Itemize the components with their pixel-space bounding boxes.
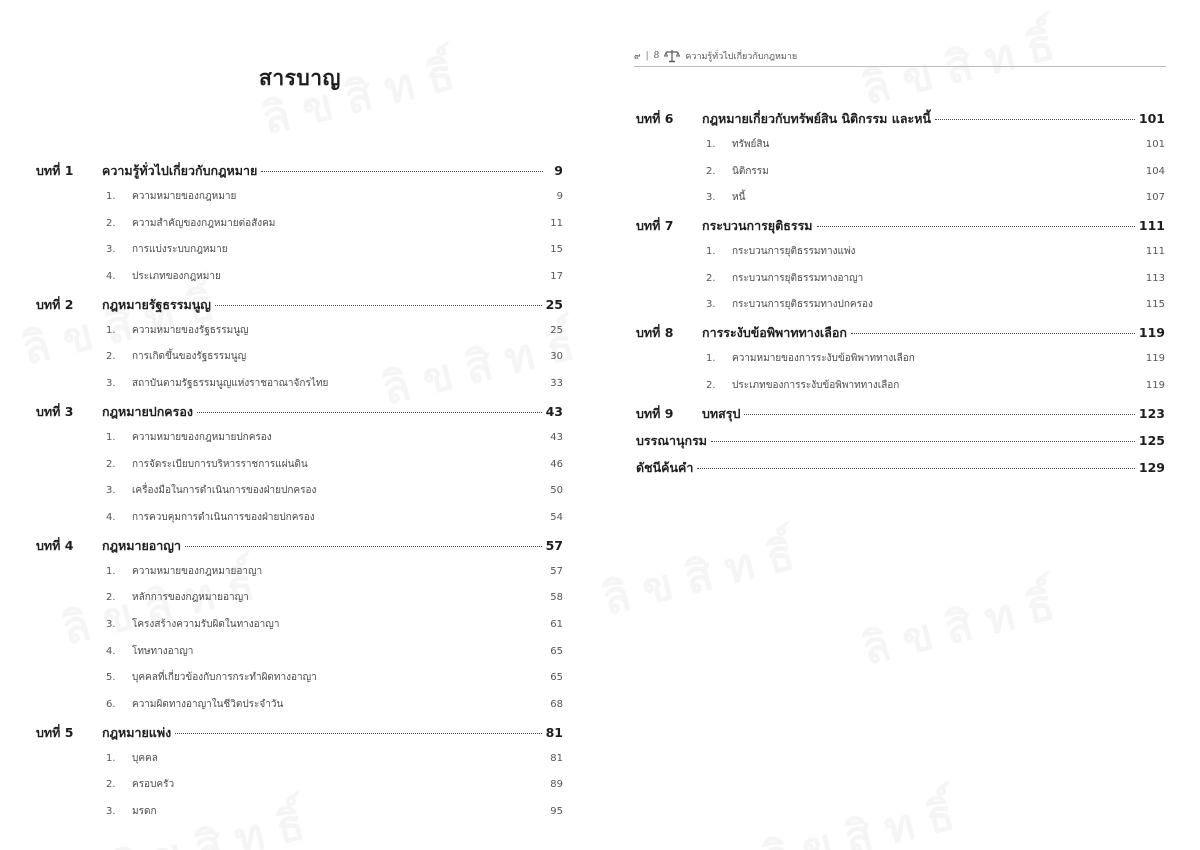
section-page-number: 30 [550, 351, 563, 363]
toc-section[interactable] [636, 292, 1165, 319]
section-title: บุคคล [132, 752, 158, 764]
chapter-title: ความรู้ทั่วไปเกี่ยวกับกฎหมาย [102, 163, 258, 178]
thai-page-number: ๙ [634, 51, 641, 62]
toc-section[interactable] [636, 346, 1165, 373]
section-number: 2. [106, 217, 116, 229]
toc-section[interactable] [36, 799, 563, 826]
section-page-number: 101 [1145, 139, 1165, 150]
section-page-number: 33 [550, 378, 563, 390]
chapter-page-number: 81 [545, 724, 563, 740]
section-title: ประเภทของกฎหมาย [132, 271, 221, 283]
toc-section[interactable] [36, 639, 563, 666]
dot-leader [851, 333, 1135, 334]
section-title: ความหมายของกฎหมาย [132, 191, 237, 202]
section-page-number: 111 [1145, 246, 1165, 258]
section-page-number: 81 [550, 752, 563, 764]
toc-section[interactable] [36, 612, 563, 639]
section-title: การแบ่งระบบกฎหมาย [132, 244, 228, 256]
toc-section[interactable] [36, 505, 563, 532]
toc-section[interactable] [36, 264, 563, 291]
chapter-title: กฎหมายแพ่ง [102, 724, 172, 740]
section-page-number: 54 [550, 511, 563, 523]
section-number: 1. [106, 324, 116, 336]
bibliography-title: บรรณานุกรม [636, 432, 708, 448]
arabic-page-number: 8 [653, 50, 660, 61]
toc-section[interactable] [36, 371, 563, 398]
section-page-number: 15 [550, 244, 563, 256]
toc-section[interactable] [36, 665, 563, 692]
toc-index[interactable] [636, 454, 1165, 481]
section-page-number: 9 [556, 191, 563, 202]
toc-section[interactable] [636, 159, 1165, 186]
section-number: 1. [706, 353, 716, 365]
toc-section[interactable] [36, 585, 563, 612]
chapter-page-number: 119 [1138, 325, 1165, 341]
section-title: การควบคุมการดำเนินการของฝ่ายปกครอง [132, 511, 315, 523]
chapter-title: กฎหมายรัฐธรรมนูญ [102, 296, 211, 312]
chapter-page-number: 9 [554, 163, 563, 178]
section-number: 2. [706, 165, 716, 177]
section-title: ความหมายของกฎหมายอาญา [132, 565, 263, 577]
section-page-number: 25 [550, 324, 563, 336]
chapter-label: บทที่ 4 [36, 537, 74, 553]
section-title: บุคคลที่เกี่ยวข้องกับการกระทำผิดทางอาญา [132, 672, 317, 684]
section-title: การจัดระเบียบการบริหารราชการแผ่นดิน [132, 458, 308, 470]
toc-section[interactable] [36, 237, 563, 264]
section-page-number: 68 [550, 699, 563, 710]
page-separator: | [645, 50, 649, 61]
section-number: 4. [106, 271, 116, 283]
section-page-number: 119 [1145, 379, 1165, 391]
toc-section[interactable] [636, 266, 1165, 293]
toc-list-left [36, 157, 563, 826]
section-number: 6. [106, 699, 116, 710]
chapter-label: บทที่ 2 [36, 296, 74, 312]
toc-chapter[interactable] [636, 319, 1165, 346]
section-number: 4. [106, 645, 116, 657]
section-title: กระบวนการยุติธรรมทางอาญา [732, 272, 864, 284]
running-header-title: ความรู้ทั่วไปเกี่ยวกับกฎหมาย [685, 51, 798, 62]
dot-leader [175, 733, 541, 734]
section-page-number: 61 [550, 618, 563, 630]
section-page-number: 113 [1145, 272, 1165, 284]
toc-chapter[interactable] [636, 212, 1165, 239]
section-title: โทษทางอาญา [132, 645, 194, 657]
section-page-number: 119 [1145, 353, 1165, 365]
toc-chapter[interactable] [36, 157, 563, 184]
section-page-number: 43 [550, 431, 563, 443]
chapter-label: บทที่ 3 [36, 403, 74, 419]
section-title: การเกิดขึ้นของรัฐธรรมนูญ [132, 351, 247, 363]
chapter-page-number: 123 [1138, 405, 1165, 421]
toc-section[interactable] [36, 344, 563, 371]
toc-chapter[interactable] [36, 398, 563, 425]
scales-of-justice-icon [664, 49, 680, 63]
section-number: 2. [706, 272, 716, 284]
right-page [600, 0, 1200, 850]
chapter-title: บทสรุป [702, 405, 741, 421]
section-page-number: 65 [550, 645, 563, 657]
section-number: 5. [106, 672, 116, 684]
chapter-page-number: 43 [545, 403, 563, 419]
section-title: โครงสร้างความรับผิดในทางอาญา [132, 618, 280, 630]
toc-section[interactable] [36, 692, 563, 719]
toc-section[interactable] [636, 132, 1165, 159]
section-title: นิติกรรม [732, 165, 769, 177]
section-page-number: 50 [550, 485, 563, 497]
toc-section[interactable] [36, 478, 563, 505]
chapter-title: การระงับข้อพิพาททางเลือก [702, 325, 847, 341]
section-title: ทรัพย์สิน [732, 139, 770, 150]
section-title: มรดก [132, 806, 157, 818]
dot-leader [261, 171, 543, 172]
chapter-title: กระบวนการยุติธรรม [702, 218, 813, 234]
section-page-number: 89 [550, 779, 563, 791]
section-number: 3. [106, 485, 116, 497]
dot-leader [185, 546, 542, 547]
section-title: ประเภทของการระงับข้อพิพาททางเลือก [732, 379, 900, 391]
section-title: เครื่องมือในการดำเนินการของฝ่ายปกครอง [132, 485, 317, 497]
toc-chapter[interactable] [36, 719, 563, 746]
section-number: 1. [106, 565, 116, 577]
chapter-label: บทที่ 7 [636, 218, 674, 234]
section-title: ความผิดทางอาญาในชีวิตประจำวัน [132, 699, 284, 710]
dot-leader [215, 305, 542, 306]
section-number: 2. [106, 779, 116, 791]
section-title: กระบวนการยุติธรรมทางปกครอง [732, 299, 873, 311]
section-number: 2. [106, 458, 116, 470]
section-title: หนี้ [732, 192, 746, 204]
toc-section[interactable] [36, 559, 563, 586]
toc-section[interactable] [636, 373, 1165, 400]
running-header [634, 49, 1166, 67]
chapter-label: บทที่ 9 [636, 405, 674, 421]
section-title: กระบวนการยุติธรรมทางแพ่ง [732, 246, 856, 258]
toc-chapter[interactable] [636, 105, 1165, 132]
chapter-title: กฎหมายอาญา [102, 537, 181, 553]
section-page-number: 46 [550, 458, 563, 470]
section-page-number: 107 [1145, 192, 1165, 204]
bibliography-page-number: 125 [1138, 432, 1165, 448]
section-page-number: 58 [550, 592, 563, 604]
chapter-page-number: 101 [1138, 111, 1165, 126]
section-title: ความสำคัญของกฎหมายต่อสังคม [132, 217, 276, 229]
toc-bibliography[interactable] [636, 427, 1165, 454]
section-page-number: 95 [550, 806, 563, 818]
toc-section[interactable] [36, 318, 563, 345]
dot-leader [817, 226, 1135, 227]
section-number: 1. [106, 752, 116, 764]
section-page-number: 11 [550, 217, 563, 229]
section-title: ครอบครัว [132, 779, 175, 791]
dot-leader [935, 119, 1135, 120]
section-number: 1. [106, 431, 116, 443]
toc-list-right [636, 105, 1165, 481]
toc-chapter[interactable] [36, 532, 563, 559]
chapter-title: กฎหมายปกครอง [102, 403, 193, 419]
toc-section[interactable] [36, 452, 563, 479]
toc-section[interactable] [36, 211, 563, 238]
chapter-label: บทที่ 6 [636, 111, 674, 126]
chapter-page-number: 25 [545, 296, 563, 312]
toc-section[interactable] [36, 772, 563, 799]
section-number: 2. [106, 351, 116, 363]
toc-section[interactable] [636, 239, 1165, 266]
section-title: หลักการของกฎหมายอาญา [132, 592, 249, 604]
chapter-label: บทที่ 8 [636, 325, 674, 341]
toc-chapter[interactable] [636, 400, 1165, 427]
dot-leader [744, 414, 1134, 415]
section-page-number: 17 [550, 271, 563, 283]
dot-leader [197, 412, 542, 413]
chapter-page-number: 57 [545, 537, 563, 553]
chapter-page-number: 111 [1138, 218, 1165, 234]
chapter-label: บทที่ 5 [36, 724, 74, 740]
section-number: 3. [106, 244, 116, 256]
section-number: 3. [106, 806, 116, 818]
toc-section[interactable] [636, 185, 1165, 212]
section-number: 3. [106, 378, 116, 390]
section-page-number: 115 [1145, 299, 1165, 311]
section-page-number: 65 [550, 672, 563, 684]
toc-section[interactable] [36, 184, 563, 211]
toc-section[interactable] [36, 746, 563, 773]
toc-section[interactable] [36, 425, 563, 452]
toc-chapter[interactable] [36, 291, 563, 318]
section-page-number: 104 [1145, 165, 1165, 177]
dot-leader [697, 468, 1134, 469]
section-number: 1. [106, 191, 116, 202]
section-title: สถาบันตามรัฐธรรมนูญแห่งราชอาณาจักรไทย [132, 378, 329, 390]
section-number: 2. [706, 379, 716, 391]
section-title: ความหมายของกฎหมายปกครอง [132, 431, 272, 443]
section-title: ความหมายของรัฐธรรมนูญ [132, 324, 249, 336]
chapter-title: กฎหมายเกี่ยวกับทรัพย์สิน นิติกรรม และหนี้ [702, 111, 931, 126]
index-title: ดัชนีค้นคำ [636, 459, 694, 475]
section-number: 3. [706, 299, 716, 311]
section-page-number: 57 [550, 565, 563, 577]
section-title: ความหมายของการระงับข้อพิพาททางเลือก [732, 353, 915, 365]
dot-leader [711, 441, 1135, 442]
section-number: 4. [106, 511, 116, 523]
section-number: 3. [706, 192, 716, 204]
index-page-number: 129 [1138, 459, 1165, 475]
section-number: 1. [706, 246, 716, 258]
chapter-label: บทที่ 1 [36, 163, 74, 178]
section-number: 3. [106, 618, 116, 630]
section-number: 2. [106, 592, 116, 604]
section-number: 1. [706, 139, 716, 150]
toc-title: สารบาญ [259, 66, 341, 90]
